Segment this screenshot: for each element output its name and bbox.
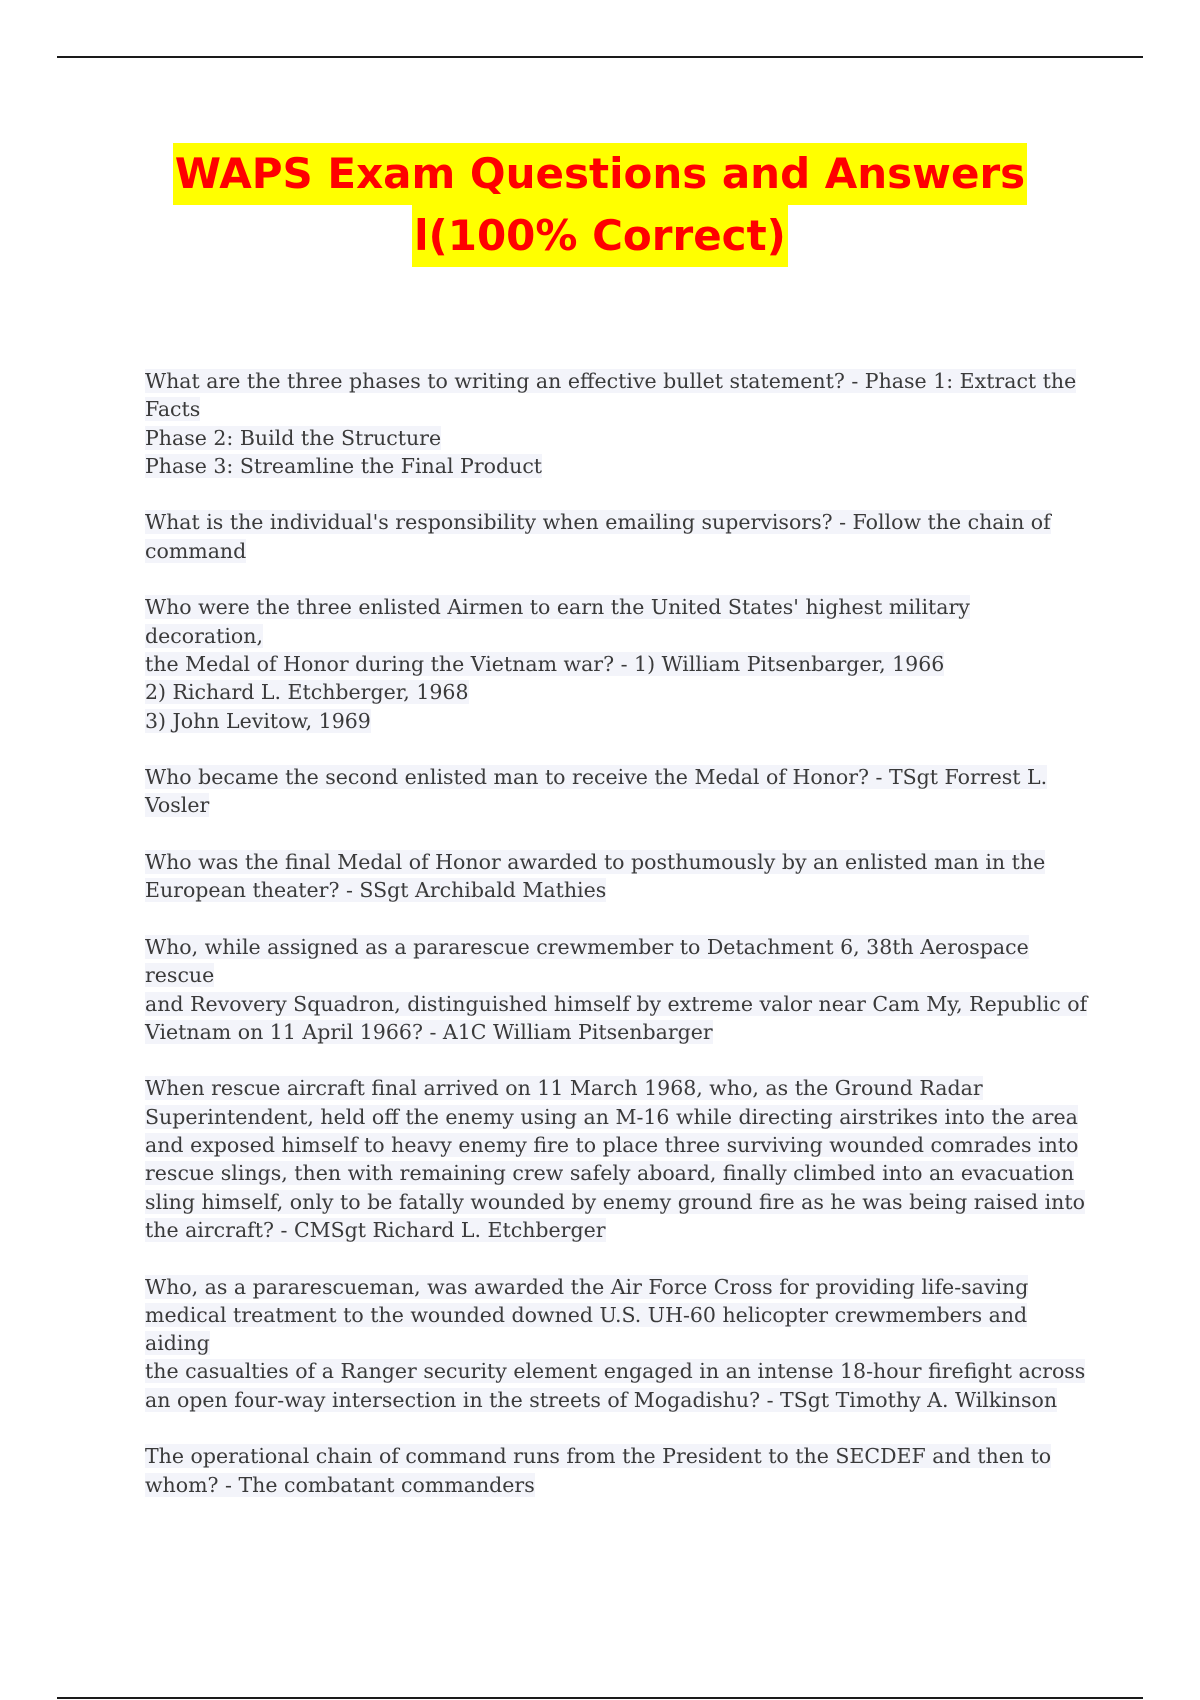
- qa-item: [145, 1273, 1090, 1414]
- qa-item: [145, 848, 1090, 905]
- title-line-2: l(100% Correct): [412, 205, 788, 267]
- qa-item: [145, 1442, 1090, 1499]
- qa-item: [145, 367, 1090, 480]
- qa-text: Who, as a pararescueman, was awarded the Air Force Cross for providing life-saving medical treatment to the wounded downed U.S. UH-60 helicopter crewmembers and aiding the casualties of a Ranger security element engaged in an intense 18-hour firefight across an open four-way intersection in the streets of Mogadishu? - TSgt Timothy A. Wilkinson: [145, 1274, 1086, 1412]
- qa-list: [145, 367, 1090, 1527]
- qa-item: [145, 763, 1090, 820]
- qa-text: Who were the three enlisted Airmen to earn the United States' highest military decoration, the Medal of Honor during the Vietnam war? - 1) William Pitsenbarger, 1966 2) Richard L. Etchberger, 1968 3) John Levitow, 1969: [145, 595, 970, 733]
- qa-item: [145, 933, 1090, 1046]
- top-rule: [57, 56, 1143, 58]
- qa-item: [145, 593, 1090, 734]
- qa-text: Who, while assigned as a pararescue crewmember to Detachment 6, 38th Aerospace rescue and Revovery Squadron, distinguished himself by extreme valor near Cam My, Republic of Vietnam on 11 April 1966? - A1C William Pitsenbarger: [145, 934, 1088, 1044]
- bottom-rule: [57, 1697, 1143, 1699]
- qa-item: [145, 508, 1090, 565]
- qa-text: When rescue aircraft final arrived on 11 March 1968, who, as the Ground Radar Superintendent, held off the enemy using an M-16 while directing airstrikes into the area and exposed himself to heavy enemy fire to place three surviving wounded comrades into rescue slings, then with remaining crew safely aboard, finally climbed into an evacuation sling himself, only to be fatally wounded by enemy ground fire as he was being raised into the aircraft? - CMSgt Richard L. Etchberger: [145, 1076, 1085, 1242]
- qa-text: What are the three phases to writing an effective bullet statement? - Phase 1: Extract the Facts Phase 2: Build the Structure Phase 3: Streamline the Final Product: [145, 369, 1077, 478]
- qa-text: Who became the second enlisted man to receive the Medal of Honor? - TSgt Forrest L. Vosler: [145, 765, 1048, 818]
- document-title: [0, 143, 1200, 267]
- qa-text: What is the individual's responsibility when emailing supervisors? - Follow the chain of command: [145, 510, 1051, 563]
- qa-text: Who was the final Medal of Honor awarded to posthumously by an enlisted man in the European theater? - SSgt Archibald Mathies: [145, 850, 1046, 903]
- title-line-1: WAPS Exam Questions and Answers: [173, 143, 1027, 205]
- qa-text: The operational chain of command runs from the President to the SECDEF and then to whom? - The combatant commanders: [145, 1444, 1052, 1497]
- qa-item: [145, 1074, 1090, 1244]
